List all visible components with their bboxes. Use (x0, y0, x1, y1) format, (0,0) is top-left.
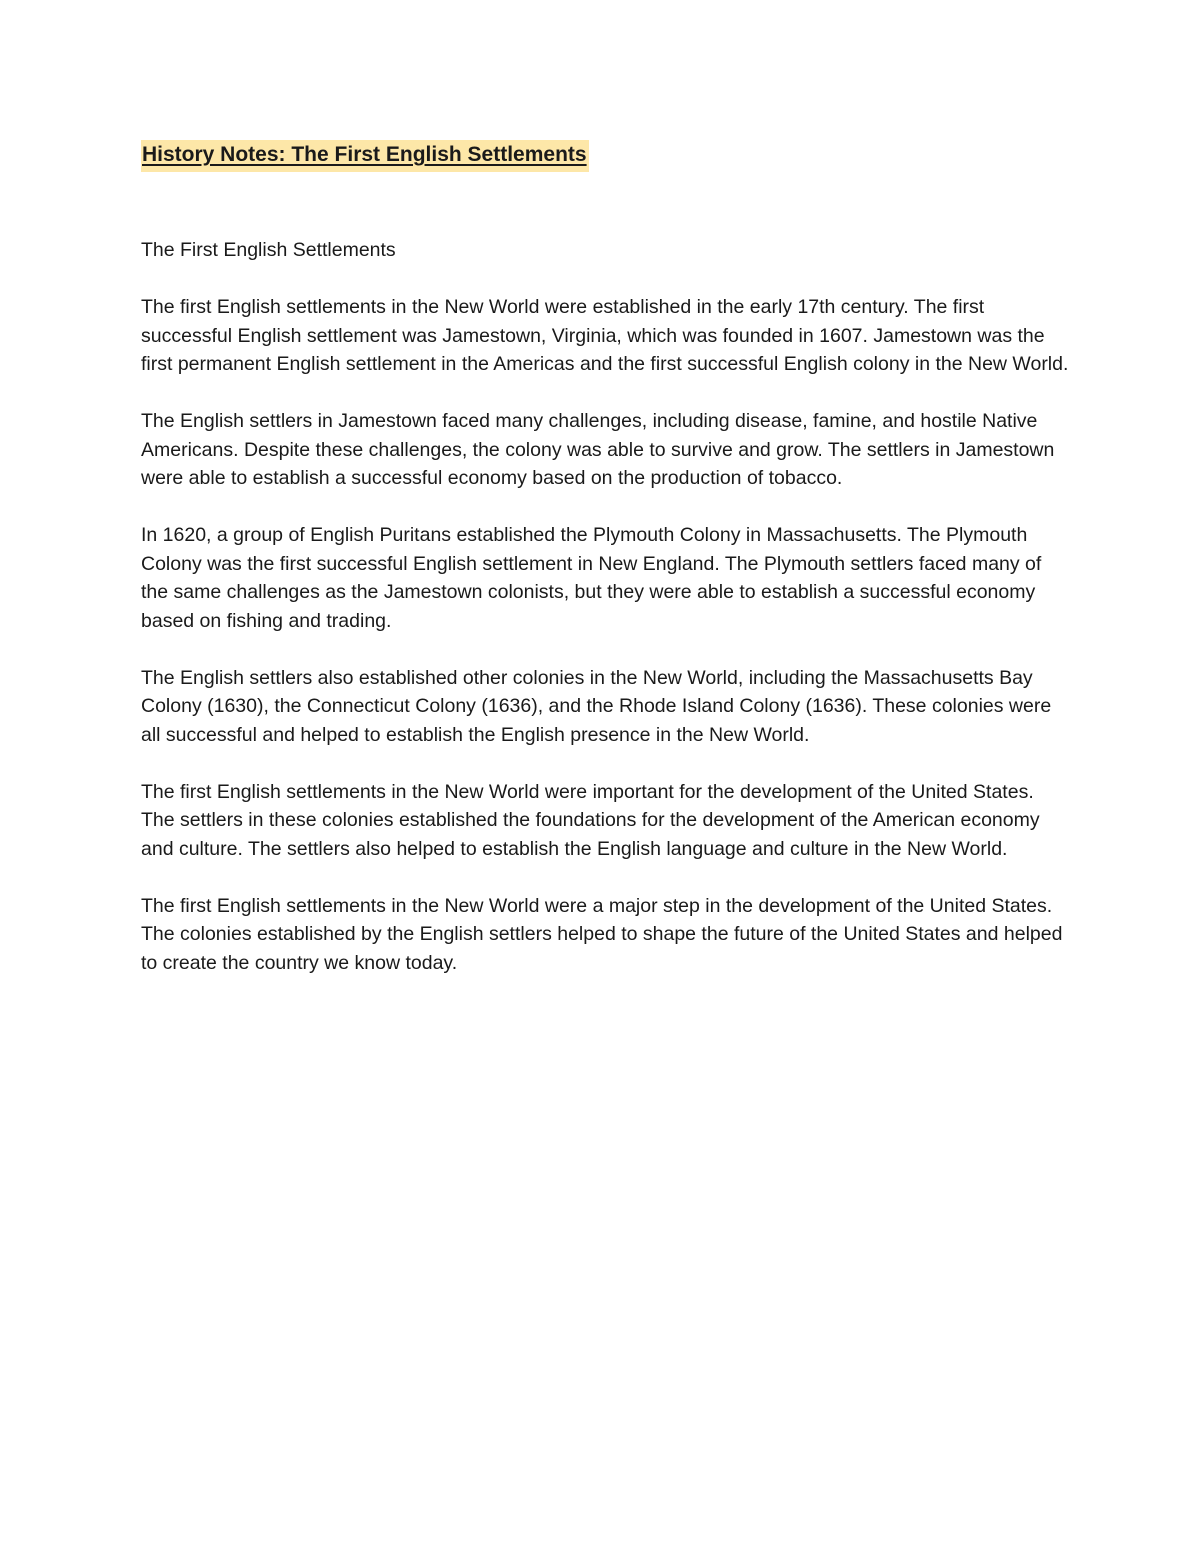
paragraph-2: The English settlers in Jamestown faced many challenges, including disease, famine, and hostile Native Americans. Despite these challenges, the colony was able to survive and grow. The settlers in Jamestown were able to establish a successful economy based on the production of tobacco. (141, 410, 1055, 489)
document-body (141, 140, 1071, 977)
paragraph-4: The English settlers also established other colonies in the New World, including the Massachusetts Bay Colony (1630), the Connecticut Colony (1636), and the Rhode Island Colony (1636). These colonies were all successful and helped to establish the English presence in the New World. (141, 666, 1052, 746)
paragraph-5: The first English settlements in the New World were important for the development of the United States. The settlers in these colonies established the foundations for the development of the American economy and culture. The settlers also helped to establish the English language and culture in the New World. (141, 780, 1040, 860)
section-heading: The First English Settlements (141, 239, 396, 261)
paragraph-6: The first English settlements in the New World were a major step in the development of the United States. The colonies established by the English settlers helped to shape the future of the United States and helped to create the country we know today. (141, 894, 1063, 974)
paragraph-1: The first English settlements in the New World were established in the early 17th century. The first successful English settlement was Jamestown, Virginia, which was founded in 1607. Jamestown was the first permanent English settlement in the Americas and the first successful English colony in the New World. (141, 296, 1069, 375)
page-title: History Notes: The First English Settlements (141, 140, 589, 172)
paragraph-3: In 1620, a group of English Puritans established the Plymouth Colony in Massachusetts. The Plymouth Colony was the first successful English settlement in New England. The Plymouth settlers faced many of the same challenges as the Jamestown colonists, but they were able to establish a successful economy based on fishing and trading. (141, 524, 1042, 632)
